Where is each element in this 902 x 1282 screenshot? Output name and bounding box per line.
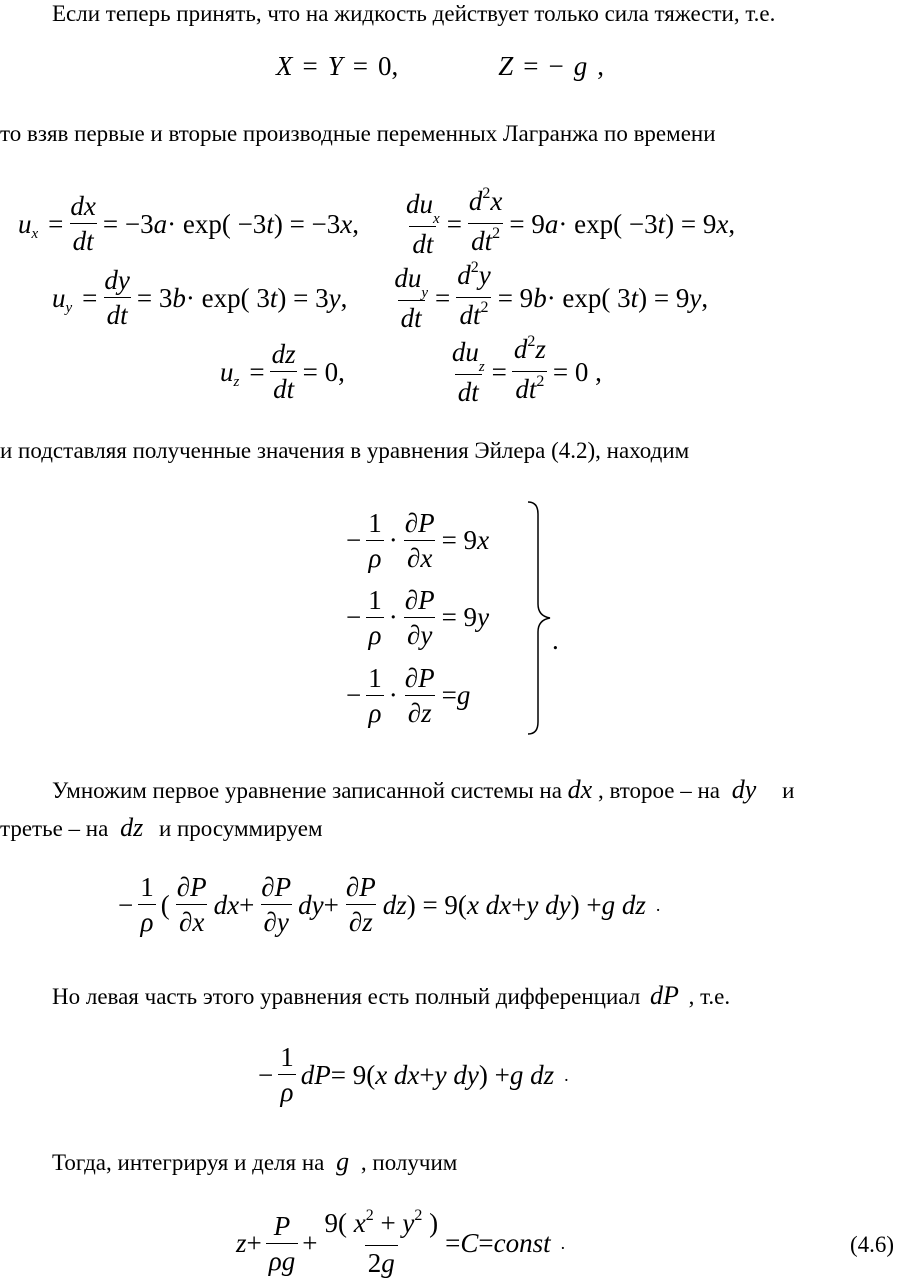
equation-forces: X = Y = 0, Z = − g , xyxy=(276,51,604,81)
paragraph-multiply-line1: Умножим первое уравнение записанной системы на dx , второе – на dy и xyxy=(52,775,795,804)
equation-number: (4.6) xyxy=(850,1232,895,1257)
equation-uy: u y = $\frac{dy}{dt}$ = 3 b · exp( 3 t ) = 3 y , $\frac{du_y}{dt}$ = $\frac{d^2y}{dt^2}$ = 9 b · exp( 3 t ) = 9 y , xyxy=(52,258,708,337)
equation-sum: − $\frac{1}{\rho}$ ( $\frac{\partial P}{\partial x}$ dx + $\frac{\partial P}{\partial y}$ dy + $\frac{\partial P}{\partial z}$ dz ) = 9( x dx + y dy ) + g dz . xyxy=(118,872,661,937)
equation-system: − $\frac{1}{\rho}$ · $\frac{\partial P}{\partial x}$ = 9 x − $\frac{1}{\rho}$ · $\frac{\partial P}{\partial y}$ = 9 y − $\frac{1}{\rho}$ · $\frac{\partial P}{\partial z}$ = g xyxy=(346,507,490,728)
paragraph-euler: и подставляя полученные значения в уравнения Эйлера (4.2), находим xyxy=(0,438,690,463)
paragraph-integrate: Тогда, интегрируя и деля на g , получим xyxy=(52,1147,458,1176)
right-brace xyxy=(526,500,556,736)
paragraph-gravity: Если теперь принять, что на жидкость действует только сила тяжести, т.е. xyxy=(52,1,776,26)
equation-uz: u z = $\frac{dz}{dt}$ = 0, $\frac{du_z}{dt}$ = $\frac{d^2z}{dt^2}$ = 0 , xyxy=(220,332,602,411)
system-period: . xyxy=(552,625,559,655)
equation-final: z + $\frac{P}{\rho g}$ + $\frac{9( x^2 + y^2 )}{2g}$ = C = const . xyxy=(236,1207,566,1278)
equation-ux: u x = $\frac{dx}{dt}$ = −3 a · exp( −3 t ) = −3 x , $\frac{du_x}{dt}$ = $\frac{d^2x}{dt^2}$ = 9 a · exp( −3 t ) = 9 x , xyxy=(18,184,735,263)
paragraph-lagrange: то взяв первые и вторые производные переменных Лагранжа по времени xyxy=(0,121,716,146)
paragraph-differential: Но левая часть этого уравнения есть полный дифференциал dP , т.е. xyxy=(52,981,731,1010)
paragraph-multiply-line2: третье – на dz и просуммируем xyxy=(0,813,323,842)
equation-dp: − $\frac{1}{\rho}$ dP = 9( x dx + y dy ) + g dz . xyxy=(258,1042,569,1107)
